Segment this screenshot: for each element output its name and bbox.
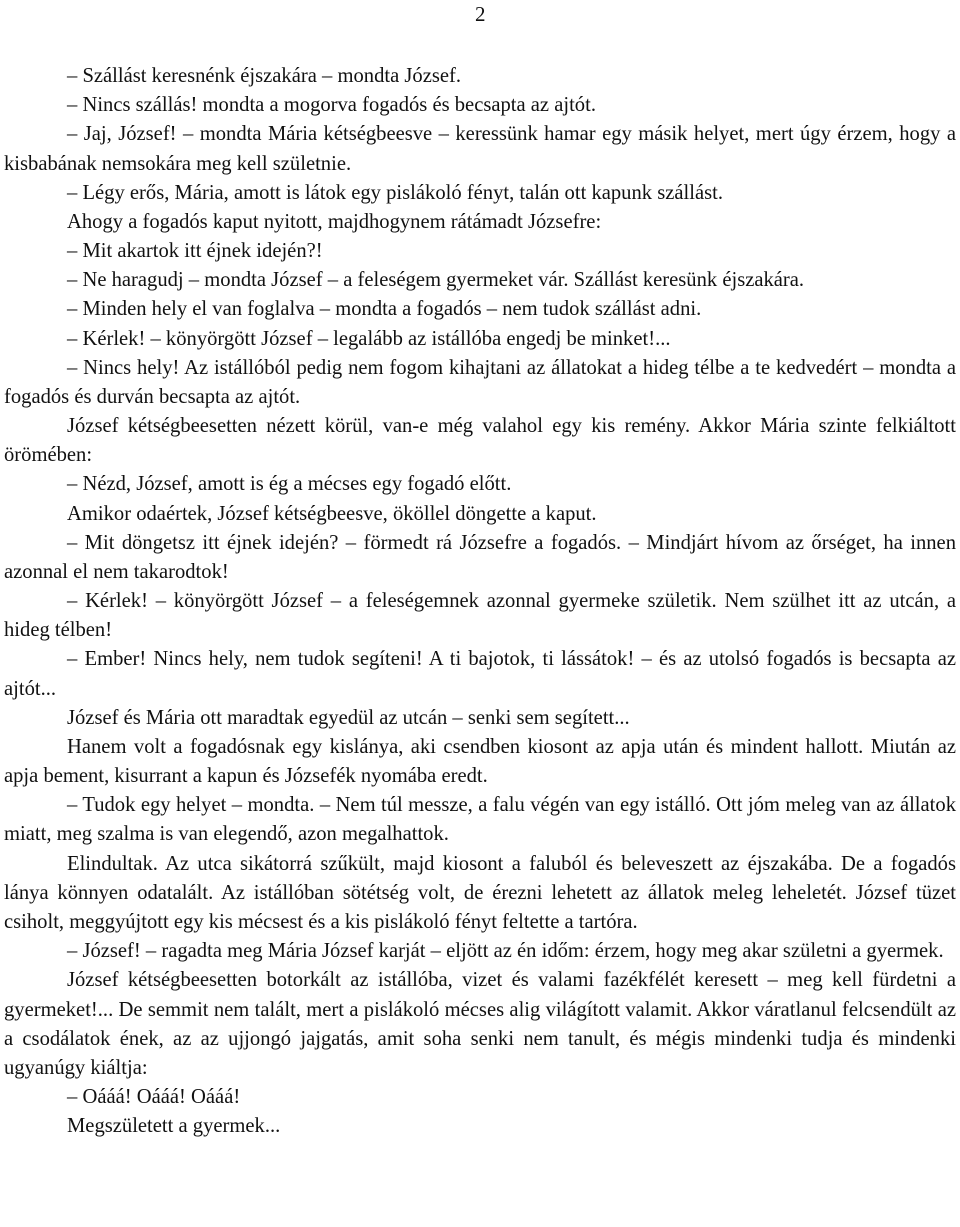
paragraph: – Kérlek! – könyörgött József – legalább az istállóba engedj be minket!... [67, 327, 671, 350]
paragraph: Elindultak. Az utca sikátorrá szűkült, majd kiosont a faluból és beleveszett az éjszakába. De a fogadós lánya könnyen odatalált. Az istállóban sötétség volt, de érezni lehetett az állatok meleg leheletét. József tüzet csiholt, meggyújtott egy kis mécsest és a kis pislákoló fényt feltette a tartóra. [4, 852, 956, 933]
page-number: 2 [475, 2, 486, 26]
paragraph: – Jaj, József! – mondta Mária kétségbeesve – keressünk hamar egy másik helyet, mert úgy érzem, hogy a kisbabának nemsokára meg kell születnie. [4, 123, 956, 175]
paragraph: – Ember! Nincs hely, nem tudok segíteni! A ti bajotok, ti lássátok! – és az utolsó fogadós is becsapta az ajtót... [4, 648, 956, 700]
paragraph: – Minden hely el van foglalva – mondta a fogadós – nem tudok szállást adni. [67, 298, 702, 321]
paragraph: – Szállást keresnénk éjszakára – mondta József. [67, 65, 461, 87]
paragraph: Ahogy a fogadós kaput nyitott, majdhogynem rátámadt Józsefre: [67, 210, 602, 233]
paragraph: Megszületett a gyermek... [67, 1115, 281, 1138]
story-text [4, 62, 956, 1141]
paragraph: – Oááá! Oááá! Oááá! [67, 1086, 241, 1109]
paragraph: – József! – ragadta meg Mária József karját – eljött az én időm: érzem, hogy meg akar születni a gyermek. [67, 940, 944, 963]
paragraph: József kétségbeesetten nézett körül, van-e még valahol egy kis remény. Akkor Mária szinte felkiáltott örömében: [4, 415, 956, 467]
paragraph: – Ne haragudj – mondta József – a feleségem gyermeket vár. Szállást keresünk éjszakára. [67, 269, 805, 292]
paragraph: Hanem volt a fogadósnak egy kislánya, aki csendben kiosont az apja után és mindent hallott. Miután az apja bement, kisurrant a kapun és Józsefék nyomába eredt. [4, 735, 956, 788]
paragraph: – Kérlek! – könyörgött József – a feleségemnek azonnal gyermeke születik. Nem szülhet itt az utcán, a hideg télben! [4, 590, 956, 642]
paragraph: József kétségbeesetten botorkált az istállóba, vizet és valami fazékfélét keresett – meg kell fürdetni a gyermeket!... De semmit nem talált, mert a pislákoló mécses alig világított valamit. Akkor váratlanul felcsendült az a csodálatok ének, az az ujjongó jajgatás, amit soha senki nem tanult, és mégis mindenki tudja és mindenki ugyanúgy kiáltja: [4, 969, 956, 1079]
paragraph: – Mit akartok itt éjnek idején?! [67, 240, 323, 263]
paragraph: – Nincs hely! Az istállóból pedig nem fogom kihajtani az állatokat a hideg télbe a te kedvedért – mondta a fogadós és durván becsapta az ajtót. [4, 356, 956, 408]
paragraph: – Légy erős, Mária, amott is látok egy pislákoló fényt, talán ott kapunk szállást. [67, 181, 723, 204]
paragraph: József és Mária ott maradtak egyedül az utcán – senki sem segített... [67, 706, 630, 729]
paragraph: – Nincs szállás! mondta a mogorva fogadós és becsapta az ajtót. [67, 94, 596, 117]
paragraph: – Mit döngetsz itt éjnek idején? – förmedt rá Józsefre a fogadós. – Mindjárt hívom az őrséget, ha innen azonnal el nem takarodtok! [4, 531, 956, 583]
paragraph: Amikor odaértek, József kétségbeesve, ököllel döngette a kaput. [67, 502, 597, 525]
paragraph: – Tudok egy helyet – mondta. – Nem túl messze, a falu végén van egy istálló. Ott jóm meleg van az állatok miatt, meg szalma is van elegendő, azon megalhattok. [4, 794, 956, 846]
paragraph: – Nézd, József, amott is ég a mécses egy fogadó előtt. [67, 473, 512, 496]
